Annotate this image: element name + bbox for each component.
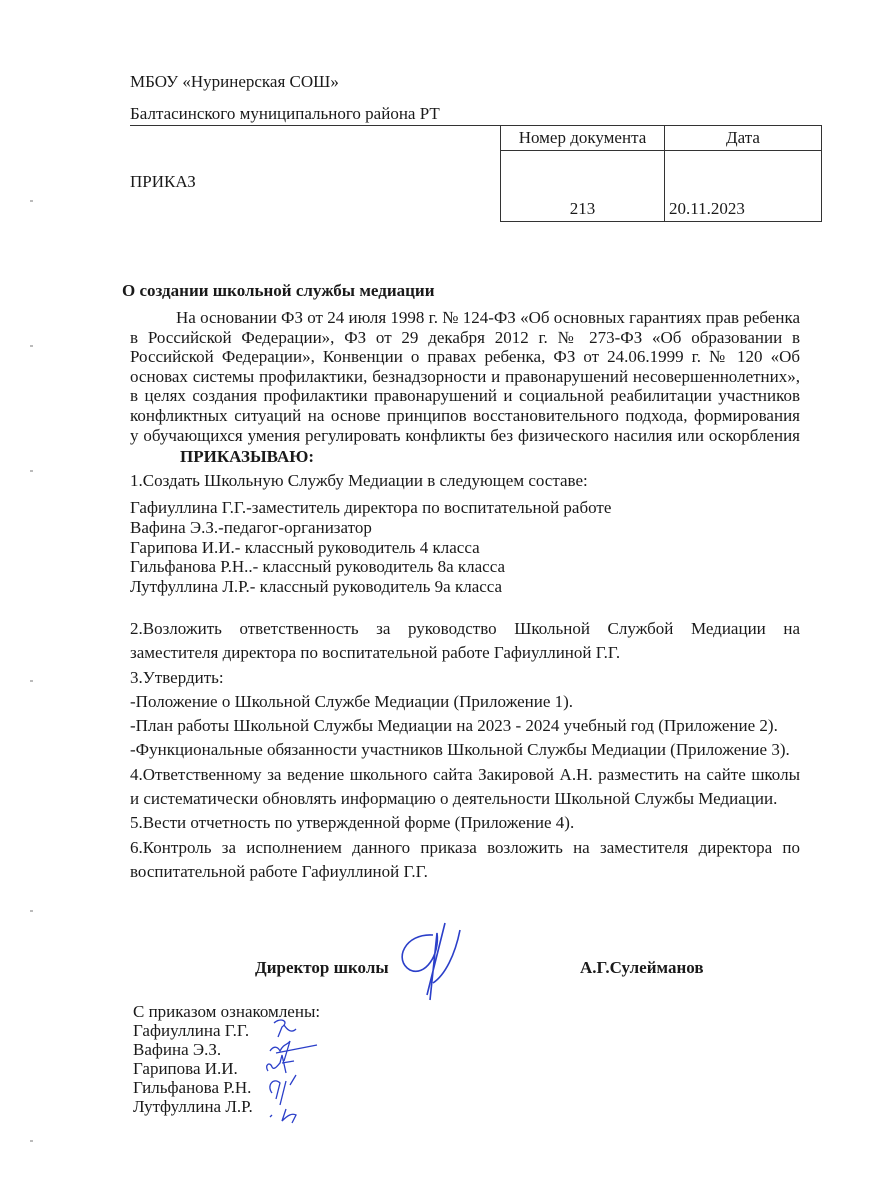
- preamble-line: основах системы профилактики, безнадзорности и правонарушений несовершеннолетних»,: [130, 366, 800, 386]
- acquainted-name: Лутфуллина Л.Р.: [133, 1097, 253, 1116]
- preamble-line: в Российской Федерации», ФЗ от 29 декабря 2012 г. № 273-ФЗ «Об образовании в: [130, 327, 800, 347]
- member-item: Гафиуллина Г.Г.-заместитель директора по воспитательной работе: [130, 498, 612, 517]
- doc-date-value: 20.11.2023: [665, 151, 822, 222]
- item-6-line: 6.Контроль за исполнением данного приказа возложить на заместителя директора по: [130, 837, 800, 857]
- item-4-line: 4.Ответственному за ведение школьного сайта Закировой А.Н. разместить на сайте школы: [130, 764, 800, 784]
- doc-date-header: Дата: [665, 126, 822, 151]
- acquainted-name: Гильфанова Р.Н.: [133, 1078, 252, 1097]
- doc-number-value: 213: [501, 151, 665, 222]
- preamble-line: На основании ФЗ от 24 июля 1998 г. № 124-ФЗ «Об основных гарантиях прав ребенка: [176, 308, 800, 327]
- item-4-line: и систематически обновлять информацию о деятельности Школьной Службы Медиации.: [130, 789, 778, 809]
- director-name: А.Г.Сулейманов: [580, 958, 704, 977]
- preamble-line: Российской Федерации», Конвенции о правах ребенка, ФЗ от 24.06.1999 г. № 120 «Об: [130, 347, 800, 367]
- scan-speck: [30, 470, 33, 472]
- acquainted-name: Гарипова И.И.: [133, 1059, 238, 1078]
- director-signature-icon: [385, 915, 480, 1005]
- org-district: Балтасинского муниципального района РТ: [130, 104, 440, 123]
- member-item: Гарипова И.И.- классный руководитель 4 класса: [130, 537, 480, 557]
- member-item: Вафина Э.З.-педагог-организатор: [130, 517, 372, 537]
- item-5: 5.Вести отчетность по утвержденной форме (Приложение 4).: [130, 813, 575, 833]
- member-item: Гильфанова Р.Н..- классный руководитель 8а класса: [130, 557, 506, 577]
- scan-speck: [30, 200, 33, 202]
- preamble-line: у обучающихся умения регулировать конфликты без физического насилия или оскорбления: [130, 425, 800, 445]
- approve-item: -План работы Школьной Службы Медиации на 2023 - 2024 учебный год (Приложение 2).: [130, 716, 778, 736]
- acquainted-label: С приказом ознакомлены:: [133, 1002, 321, 1021]
- item-2-line: заместителя директора по воспитательной работе Гафиуллиной Г.Г.: [130, 643, 621, 663]
- scan-speck: [30, 345, 33, 347]
- members-list: [130, 498, 611, 597]
- preamble: [130, 308, 800, 445]
- member-item: Лутфуллина Л.Р.- классный руководитель 9а класса: [130, 577, 503, 597]
- signature-position: Директор школы: [255, 958, 389, 977]
- preamble-line: конфликтных ситуаций на основе принципов восстановительного подхода, формирования: [130, 405, 800, 425]
- doc-type: ПРИКАЗ: [130, 172, 196, 191]
- doc-info-table: [500, 125, 822, 222]
- item-1: 1.Создать Школьную Службу Медиации в следующем составе:: [130, 471, 588, 490]
- preamble-line: в целях создания профилактики правонарушений и социальной реабилитации участников: [130, 386, 800, 406]
- approve-item: -Функциональные обязанности участников Школьной Службы Медиации (Приложение 3).: [130, 740, 790, 760]
- doc-number-header: Номер документа: [501, 126, 665, 151]
- item-3: 3.Утвердить:: [130, 667, 224, 687]
- scan-speck: [30, 680, 33, 682]
- scan-speck: [30, 910, 33, 912]
- org-name: МБОУ «Нуринерская СОШ»: [130, 72, 339, 91]
- acquainted-name: Вафина Э.З.: [133, 1040, 222, 1059]
- items-2-6: [130, 617, 800, 884]
- item-2-line: 2.Возложить ответственность за руководство Школьной Службой Медиации на: [130, 619, 800, 638]
- page-title: О создании школьной службы медиации: [122, 281, 435, 300]
- staff-signatures-icon: [262, 1015, 322, 1125]
- approve-item: -Положение о Школьной Службе Медиации (Приложение 1).: [130, 691, 574, 711]
- acquainted-name: Гафиуллина Г.Г.: [133, 1021, 250, 1040]
- order-word: ПРИКАЗЫВАЮ:: [180, 447, 315, 466]
- scan-speck: [30, 1140, 33, 1142]
- item-6-line: воспитательной работе Гафиуллиной Г.Г.: [130, 861, 428, 881]
